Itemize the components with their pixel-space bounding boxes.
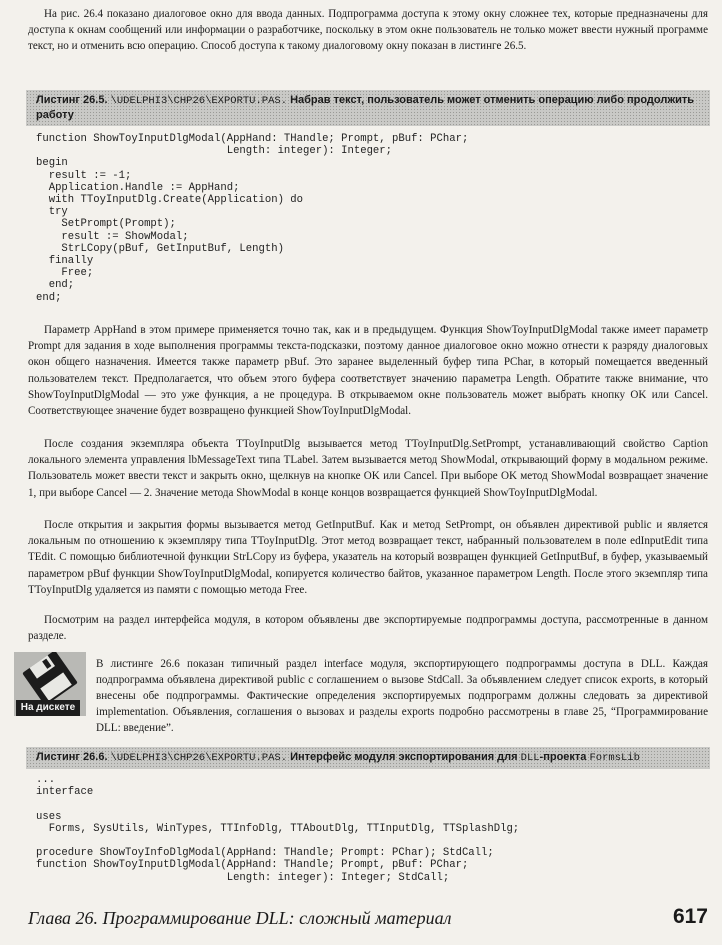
listing-label: Листинг 26.5. [36, 94, 108, 106]
listing-26-5-code: function ShowToyInputDlgModal(AppHand: THandle; Prompt, pBuf: PChar; Length: integer): Integer; begin result := -1; Application.Handle := AppHand; with TToyInputDlg.Create(Application) do try SetPrompt(Prompt); result := ShowModal; StrLCopy(pBuf, GetInputBuf, Length) finally Free; end; end; [36, 133, 469, 304]
intro-paragraph: На рис. 26.4 показано диалоговое окно для ввода данных. Подпрограмма доступа к этому окну сложнее тех, которые предназначены для доступа к окнам сообщений или информации о разработчике, поскольку в этом окне пользователь не только может ввести нужный программе текст, но и отменить всю операцию. Способ доступа к такому диалоговому окну показан в листинге 26.5. [28, 8, 708, 53]
on-disk-label: На дискете [16, 700, 80, 716]
listing-26-6-code: ... interface uses Forms, SysUtils, WinTypes, TTInfoDlg, TTAboutDlg, TTInputDlg, TTSplashDlg; procedure ShowToyInfoDlgModal(AppHand: THandle; Prompt: PChar); StdCall; function ShowToyInputDlgModal(AppHand: THandle; Prompt, pBuf: PChar; Length: integer): Integer; StdCall; [36, 774, 520, 884]
listing-caption-dll: DLL [520, 752, 540, 764]
listing-caption: Интерфейс модуля экспортирования для [290, 751, 518, 763]
listing-path: \UDELPHI3\CHP26\EXPORTU.PAS. [110, 95, 287, 107]
listing-26-5-header [26, 90, 710, 126]
paragraph-listing-26-6-intro: В листинге 26.6 показан типичный раздел interface модуля, экспортирующего подпрограммы доступа в DLL. Каждая подпрограмма объявлена директивой public с соглашением о вызове StdCall. За объявлением следует список exports, в который внесены обе подпрограммы. Фактические определения экспортируемых подпрограмм должны следовать за директивой implementation. Объявления, соглашения о вызовах и разделы exports подробно рассмотрены в главе 25, “Программирование DLL: введение”. [96, 658, 708, 735]
chapter-footer-title: Глава 26. Программирование DLL: сложный материал [28, 908, 452, 928]
listing-26-6-header [26, 747, 710, 769]
listing-caption: Набрав текст, пользователь может отменить операцию либо продолжить работу [36, 94, 695, 121]
listing-caption-project: -проекта [539, 751, 587, 763]
page-number: 617 [672, 905, 708, 928]
listing-path: \UDELPHI3\CHP26\EXPORTU.PAS. [110, 752, 287, 764]
listing-label: Листинг 26.6. [36, 751, 108, 763]
paragraph-interface-intro: Посмотрим на раздел интерфейса модуля, в котором объявлены две экспортируемые подпрограммы доступа, рассмотренные в данном разделе. [28, 614, 708, 643]
paragraph-apphand: Параметр AppHand в этом примере применяется точно так, как и в предыдущем. Функция ShowToyInputDlgModal также имеет параметр Prompt для задания в ходе выполнения программы текста-подсказки, поэтому данное диалоговое окно можно отнести к разряду диалоговых окон общего назначения. Имеется также параметр pBuf. Это заранее выделенный буфер типа PChar, в который помещается введенный пользователем текст. Предполагается, что объем этого буфера соответствует значению параметра Length. Обратите также внимание, что ShowToyInputDlgModal — это уже функция, а не процедура. В открываемом окне пользователь может выбрать кнопку OK или Cancel. Соответствующее значение будет возвращено функцией ShowToyInputDlgModal. [28, 324, 708, 418]
paragraph-setprompt: После создания экземпляра объекта TToyInputDlg вызывается метод TToyInputDlg.SetPrompt, устанавливающий свойство Caption локального элемента управления lbMessageText типа TLabel. Затем вызывается метод ShowModal, открывающий форму в модальном режиме. Пользователь может ввести текст и закрыть окно, щелкнув на кнопке OK или Cancel. При выборе OK метод ShowModal возвращает значение 1, при выборе Cancel — 2. Значение метода ShowModal в конце концов возвращается функцией ShowToyInputDlgModal. [28, 438, 708, 499]
paragraph-getinputbuf: После открытия и закрытия формы вызывается метод GetInputBuf. Как и метод SetPrompt, он объявлен директивой public и является локальным по отношению к экземпляру типа TToyInputDlg. Этот метод возвращает текст, набранный пользователем в поле edInputEdit типа TEdit. С помощью библиотечной функции StrLCopy из буфера, указатель на который возвращен функцией GetInputBuf, в буфер, указываемый параметром pBuf функции ShowToyInputDlgModal, копируется количество байтов, указанное параметром Length. После этого экземпляр типа TToyInputDlg удаляется из памяти с помощью метода Free. [28, 519, 708, 596]
listing-caption-formslib: FormsLib [589, 752, 640, 764]
